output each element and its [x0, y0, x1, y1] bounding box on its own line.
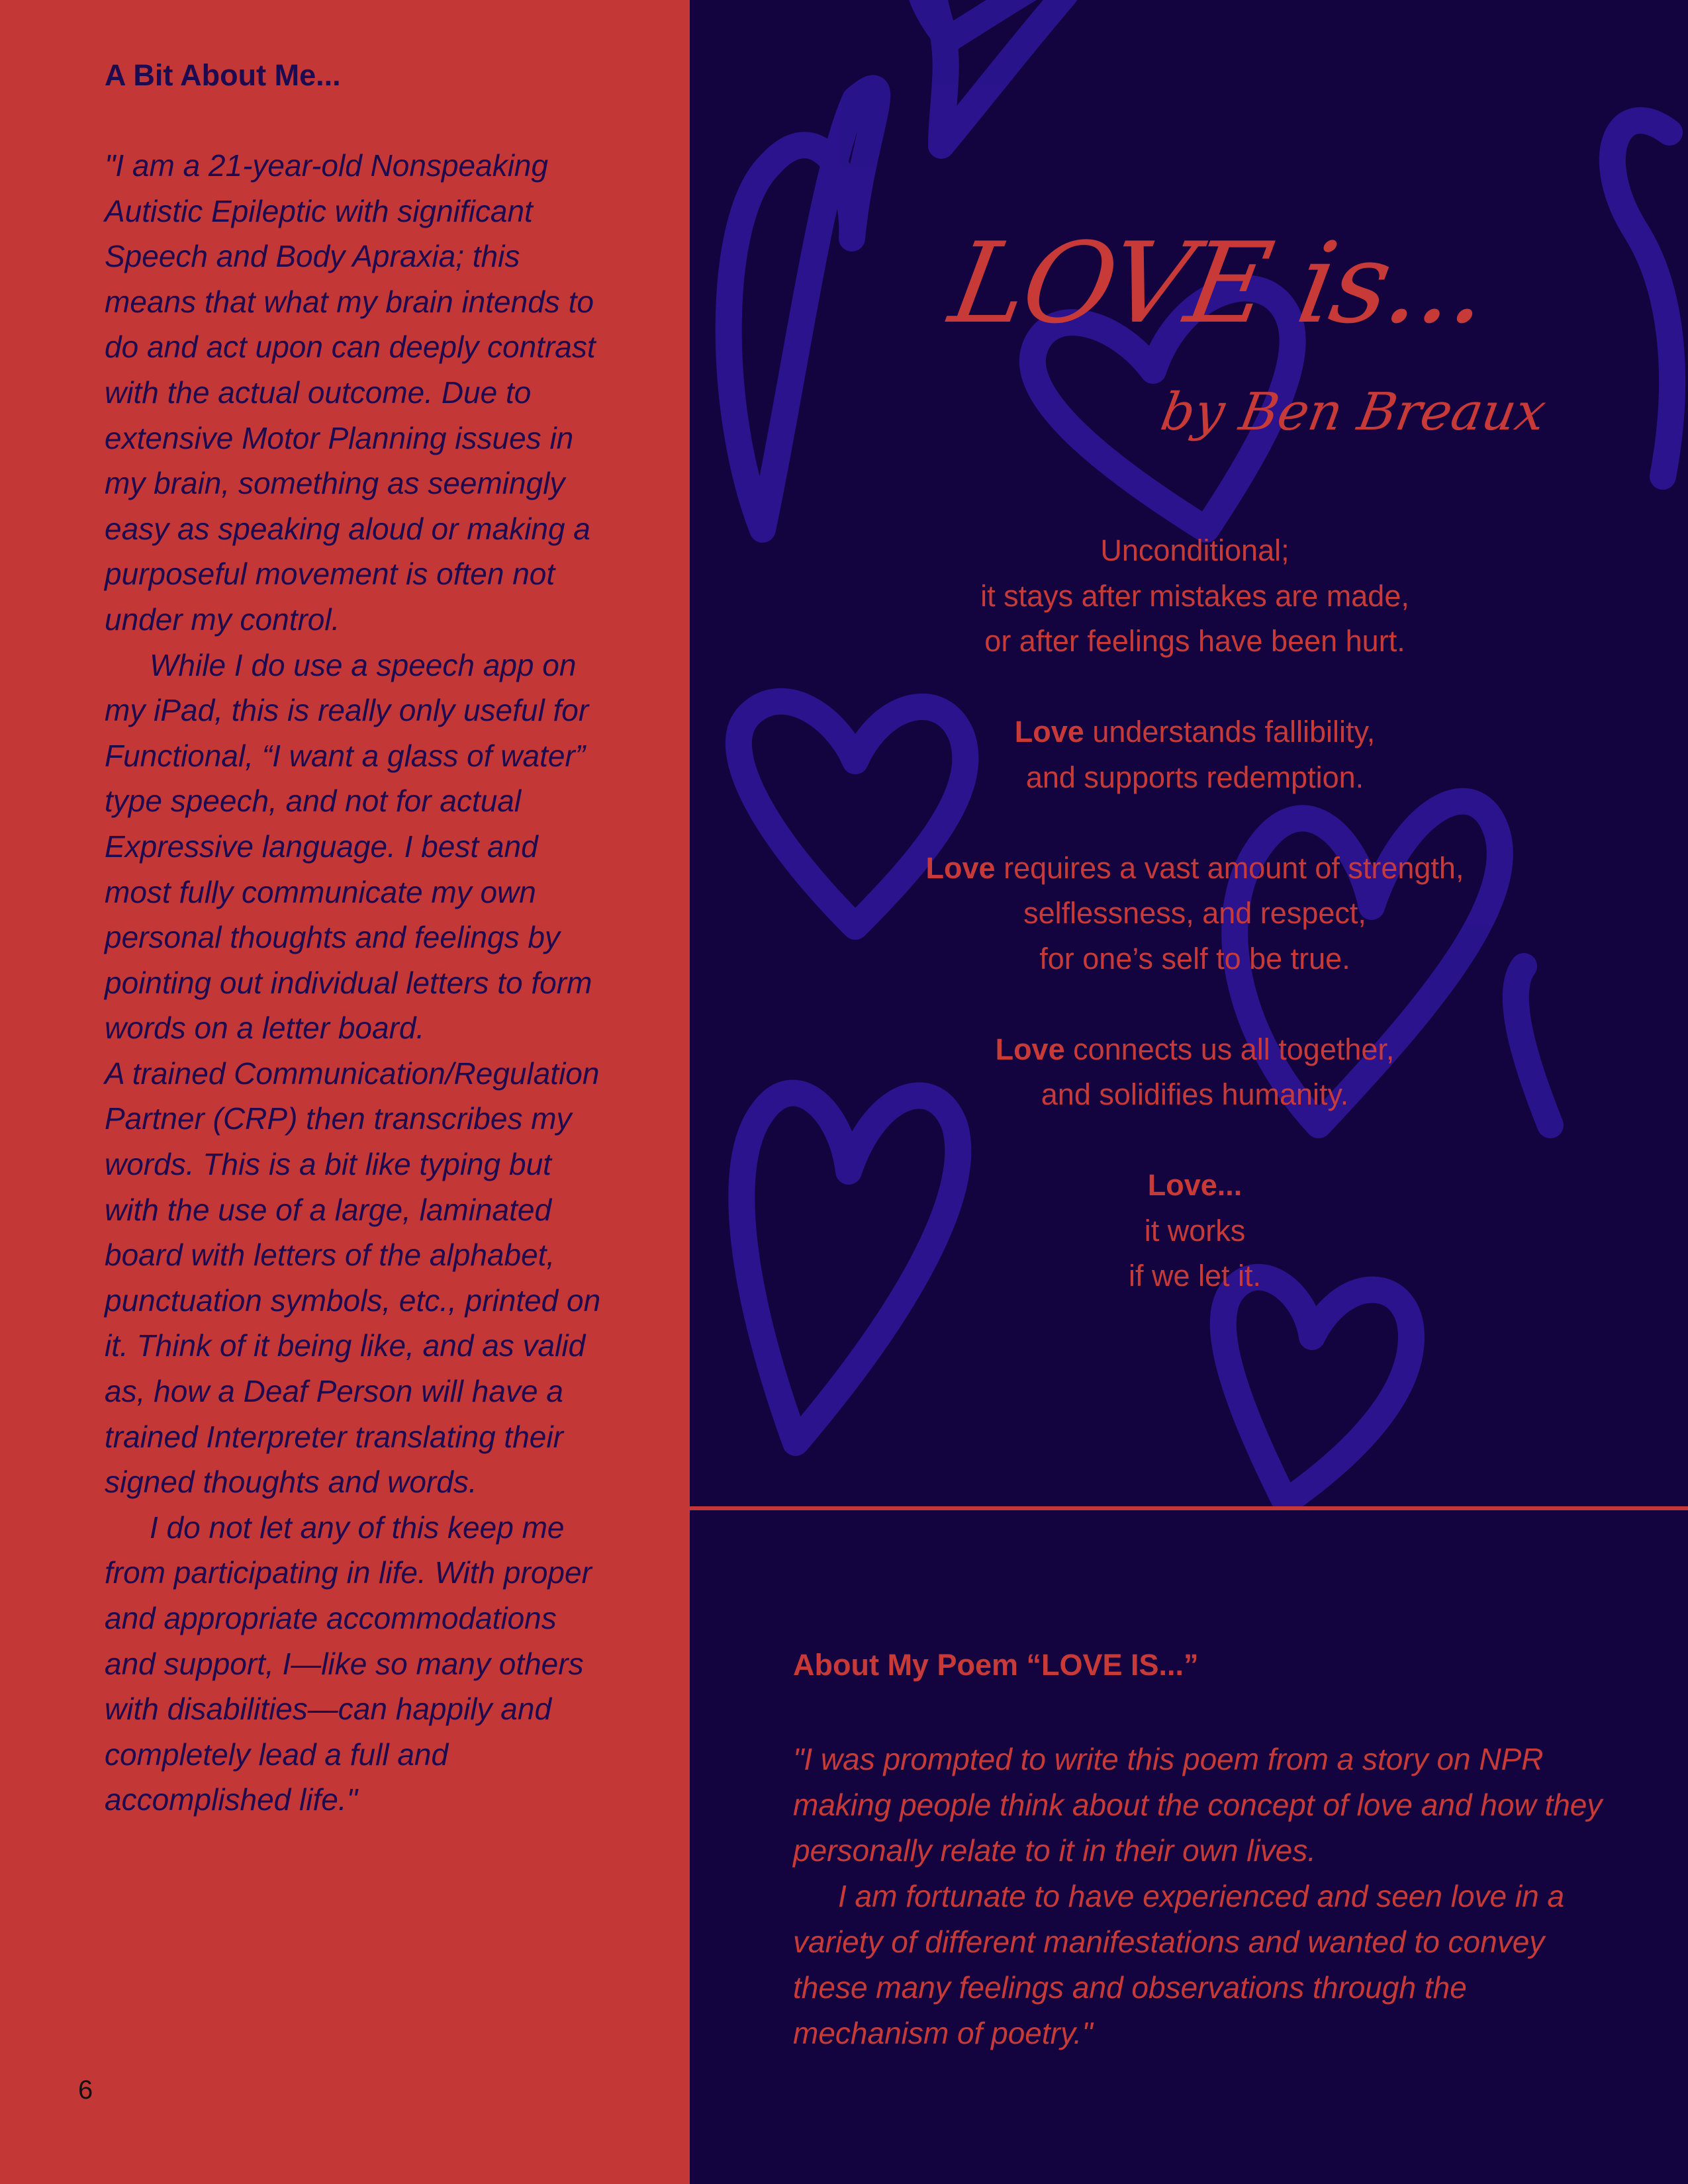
- poem-line: requires a vast amount of strength,: [995, 850, 1464, 885]
- bio-paragraph: I do not let any of this keep me from participating in life. With proper and appropriate accommodations and support, I—like so many others with disabilities—can happily and completely lead a full and accomplished life.": [105, 1510, 592, 1817]
- poem-line: and solidifies humanity.: [1041, 1077, 1349, 1111]
- poem-stanza: [887, 709, 1503, 800]
- poem-line: selflessness, and respect,: [1023, 896, 1366, 930]
- poem-title: LOVE is...: [941, 218, 1497, 348]
- bio-paragraph: While I do use a speech app on my iPad, this is really only useful for Functional, “I want a glass of water” type speech, and not for actual Expressive language. I best and most fully communicate my own personal thoughts and feelings by pointing out individual letters to form words on a letter board.: [105, 647, 592, 1046]
- poem-line: and supports redemption.: [1025, 760, 1364, 794]
- poem-line: it stays after mistakes are made,: [980, 578, 1409, 613]
- poem-line: it works: [1144, 1213, 1246, 1248]
- poem-stanza: [887, 1163, 1503, 1299]
- about-poem-heading: About My Poem “LOVE IS...”: [793, 1648, 1199, 1682]
- poem-emphasis: Love...: [1147, 1168, 1243, 1202]
- poem-line: connects us all together,: [1064, 1032, 1395, 1066]
- poem-stanza: [887, 846, 1503, 982]
- page-number: 6: [78, 2075, 93, 2105]
- poem-line: if we let it.: [1128, 1259, 1262, 1293]
- poem-byline: by Ben Breaux: [1156, 383, 1550, 442]
- about-paragraph: "I was prompted to write this poem from a story on NPR making people think about the concept of love and how they personally relate to it in their own lives.: [793, 1742, 1603, 1868]
- section-divider: [690, 1506, 1688, 1510]
- bio-paragraph: "I am a 21-year-old Nonspeaking Autistic Epileptic with significant Speech and Body Apraxia; this means that what my brain intends to do and act upon can deeply contrast with the actual outcome. Due to extensive Motor Planning issues in my brain, something as seemingly easy as speaking aloud or making a purposeful movement is often not under my control.: [105, 148, 596, 637]
- poem-stanza: [887, 528, 1503, 664]
- poem-emphasis: Love: [925, 850, 996, 885]
- about-poem-text: [793, 1737, 1607, 2056]
- poem-emphasis: Love: [995, 1032, 1065, 1066]
- poem-emphasis: Love: [1014, 715, 1084, 749]
- poem-line: for one’s self to be true.: [1039, 941, 1350, 976]
- bio-paragraph: A trained Communication/Regulation Partner (CRP) then transcribes my words. This is a bit like typing but with the use of a large, laminated board with letters of the alphabet, punctuation symbols, etc., printed on it. Think of it being like, and as valid as, how a Deaf Person will have a trained Interpreter translating their signed thoughts and words.: [105, 1056, 601, 1500]
- about-paragraph: I am fortunate to have experienced and seen love in a variety of different manifestations and wanted to convey these many feelings and observations through the mechanism of poetry.": [793, 1879, 1565, 2050]
- bio-heading: A Bit About Me...: [105, 58, 341, 92]
- poem-body: [887, 528, 1503, 1344]
- poem-line: understands fallibility,: [1084, 715, 1376, 749]
- poem-stanza: [887, 1027, 1503, 1118]
- poem-line: or after feelings have been hurt.: [984, 624, 1405, 658]
- bio-text: [105, 143, 608, 1823]
- poem-line: Unconditional;: [1100, 533, 1289, 567]
